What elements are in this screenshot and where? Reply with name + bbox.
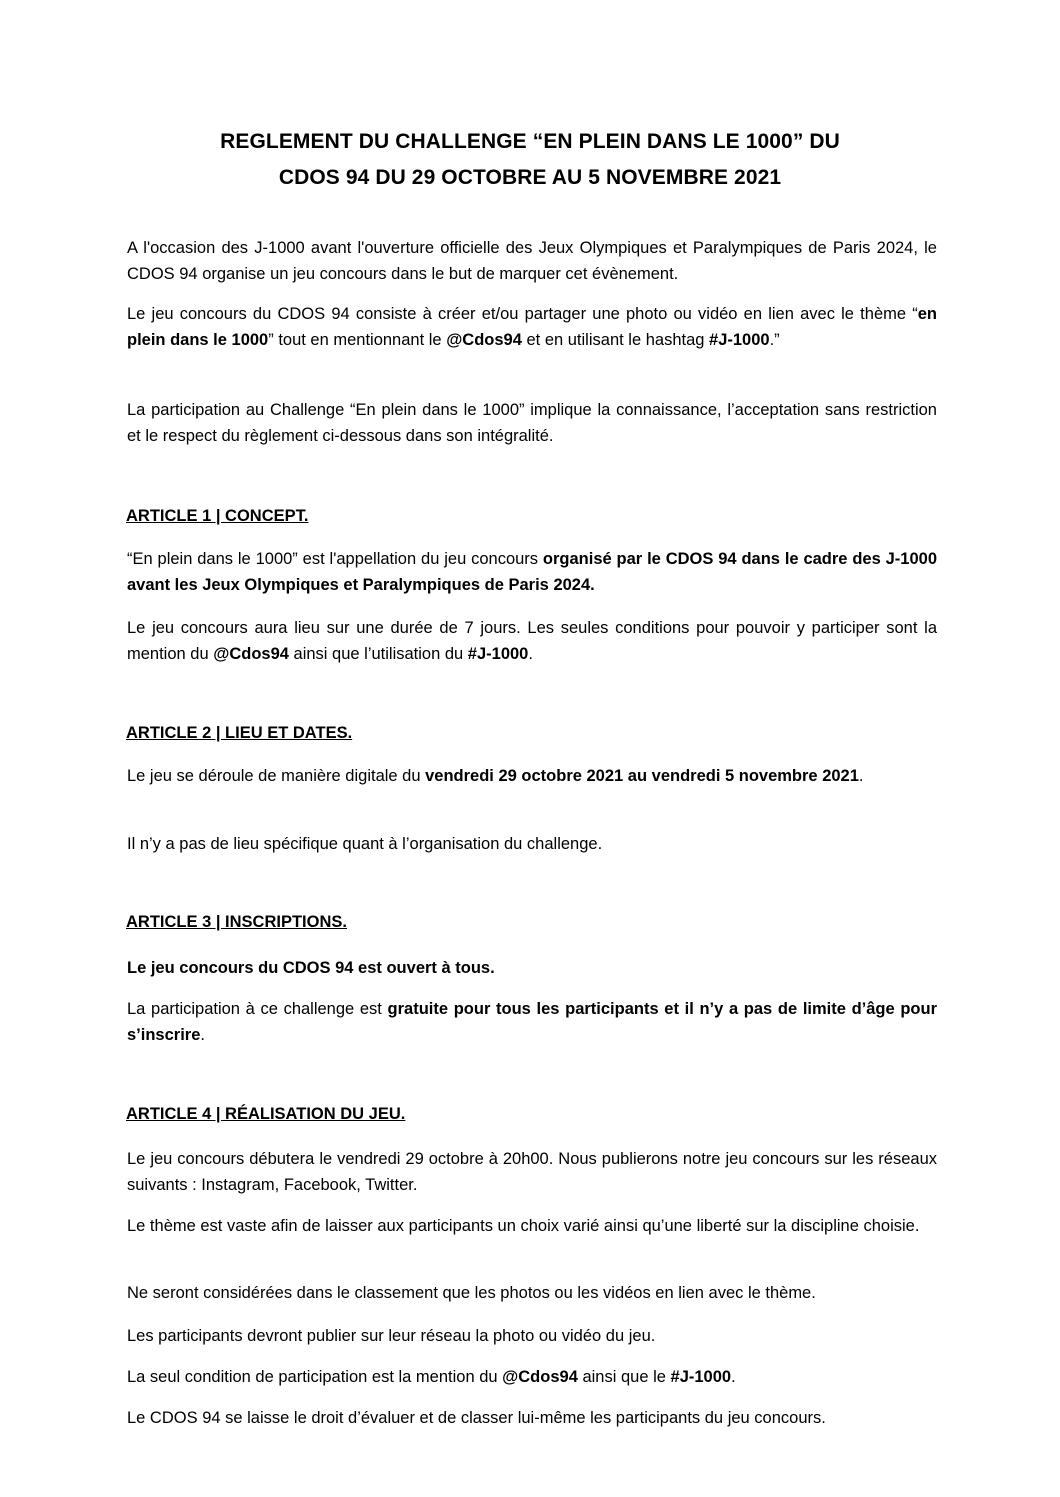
intro-paragraph-1: A l'occasion des J-1000 avant l'ouverture officielle des Jeux Olympiques et Paralympiques de Paris 2024, le CDOS 94 organise un jeu concours dans le but de marquer cet évènement. (127, 239, 937, 283)
document-title-line-1: REGLEMENT DU CHALLENGE “EN PLEIN DANS LE 1000” DU (220, 130, 840, 153)
article-1-p2-hashtag: #J-1000 (467, 645, 529, 663)
article-3-p2-bold: gratuite pour tous les participants et il n’y a pas de limite d’âge pour s’inscrire (127, 1000, 937, 1044)
article-2-p1-text-c: . (858, 767, 864, 785)
article-2-p1-text-a: Le jeu se déroule de manière digitale du (127, 767, 426, 785)
article-1-heading: ARTICLE 1 | CONCEPT. (126, 507, 309, 525)
intro-p2-hashtag: #J-1000 (709, 331, 770, 349)
article-4-paragraph-2: Le thème est vaste afin de laisser aux participants un choix varié ainsi qu’une liberté sur la discipline choisie. (127, 1217, 920, 1235)
article-4-paragraph-3: Ne seront considérées dans le classement que les photos ou les vidéos en lien avec le thème. (127, 1284, 816, 1302)
document-title-line-2: CDOS 94 DU 29 OCTOBRE AU 5 NOVEMBRE 2021 (278, 166, 782, 189)
article-3-p2-text-c: . (200, 1026, 205, 1044)
article-1-p2-text-c: ainsi que l’utilisation du (288, 645, 468, 663)
intro-p2-text-a: Le jeu concours du CDOS 94 consiste à créer et/ou partager une photo ou vidéo en lien avec le thème “ (127, 305, 918, 323)
article-3-heading: ARTICLE 3 | INSCRIPTIONS. (126, 913, 347, 931)
article-1-paragraph-1 (127, 546, 937, 598)
article-1-p2-text-e: . (528, 645, 533, 663)
article-4-p5-text-a: La seul condition de participation est la mention du (127, 1368, 503, 1386)
article-4-p5-text-c: ainsi que le (577, 1368, 671, 1386)
intro-p2-text-e: et en utilisant le hashtag (521, 331, 710, 349)
article-4-paragraph-1: Le jeu concours débutera le vendredi 29 octobre à 20h00. Nous publierons notre jeu concours sur les réseaux suivants : Instagram, Facebook, Twitter. (127, 1150, 937, 1194)
intro-p2-theme: en plein dans le 1000 (127, 305, 937, 349)
article-1-p2-mention: @Cdos94 (213, 645, 289, 663)
intro-p2-text-g: .” (769, 331, 780, 349)
article-4-paragraph-4: Les participants devront publier sur leur réseau la photo ou vidéo du jeu. (127, 1327, 656, 1345)
article-4-heading: ARTICLE 4 | RÉALISATION DU JEU. (126, 1105, 406, 1123)
intro-p2-text-c: ” tout en mentionnant le (268, 331, 447, 349)
article-1-p1-text: “En plein dans le 1000” est l'appellation du jeu concours (127, 550, 543, 568)
intro-paragraph-3: La participation au Challenge “En plein dans le 1000” implique la connaissance, l’acceptation sans restriction et le respect du règlement ci-dessous dans son intégralité. (127, 401, 937, 445)
article-3-paragraph-2 (127, 996, 937, 1048)
article-3-p2-text-a: La participation à ce challenge est (127, 1000, 388, 1018)
article-2-heading: ARTICLE 2 | LIEU ET DATES. (126, 724, 353, 742)
article-4-paragraph-5 (127, 1364, 937, 1390)
article-2-p1-dates: vendredi 29 octobre 2021 au vendredi 5 novembre 2021 (425, 767, 859, 785)
article-2-paragraph-2: Il n’y a pas de lieu spécifique quant à l’organisation du challenge. (127, 835, 603, 853)
article-4-p5-mention: @Cdos94 (502, 1368, 578, 1386)
article-2-paragraph-1 (127, 763, 937, 789)
article-1-paragraph-2 (127, 615, 937, 667)
article-4-p5-hashtag: #J-1000 (670, 1368, 732, 1386)
article-1-p1-bold: organisé par le CDOS 94 dans le cadre des J-1000 avant les Jeux Olympiques et Paralympiques de Paris 2024. (127, 550, 937, 594)
intro-paragraph-2 (127, 301, 937, 353)
article-4-p5-text-e: . (731, 1368, 736, 1386)
article-1-p2-text-a: Le jeu concours aura lieu sur une durée de 7 jours. Les seules conditions pour pouvoir y participer sont la mention du (127, 619, 937, 663)
article-3-paragraph-1: Le jeu concours du CDOS 94 est ouvert à tous. (127, 959, 495, 977)
intro-p2-mention: @Cdos94 (446, 331, 522, 349)
article-4-paragraph-6: Le CDOS 94 se laisse le droit d’évaluer et de classer lui-même les participants du jeu concours. (127, 1409, 826, 1427)
